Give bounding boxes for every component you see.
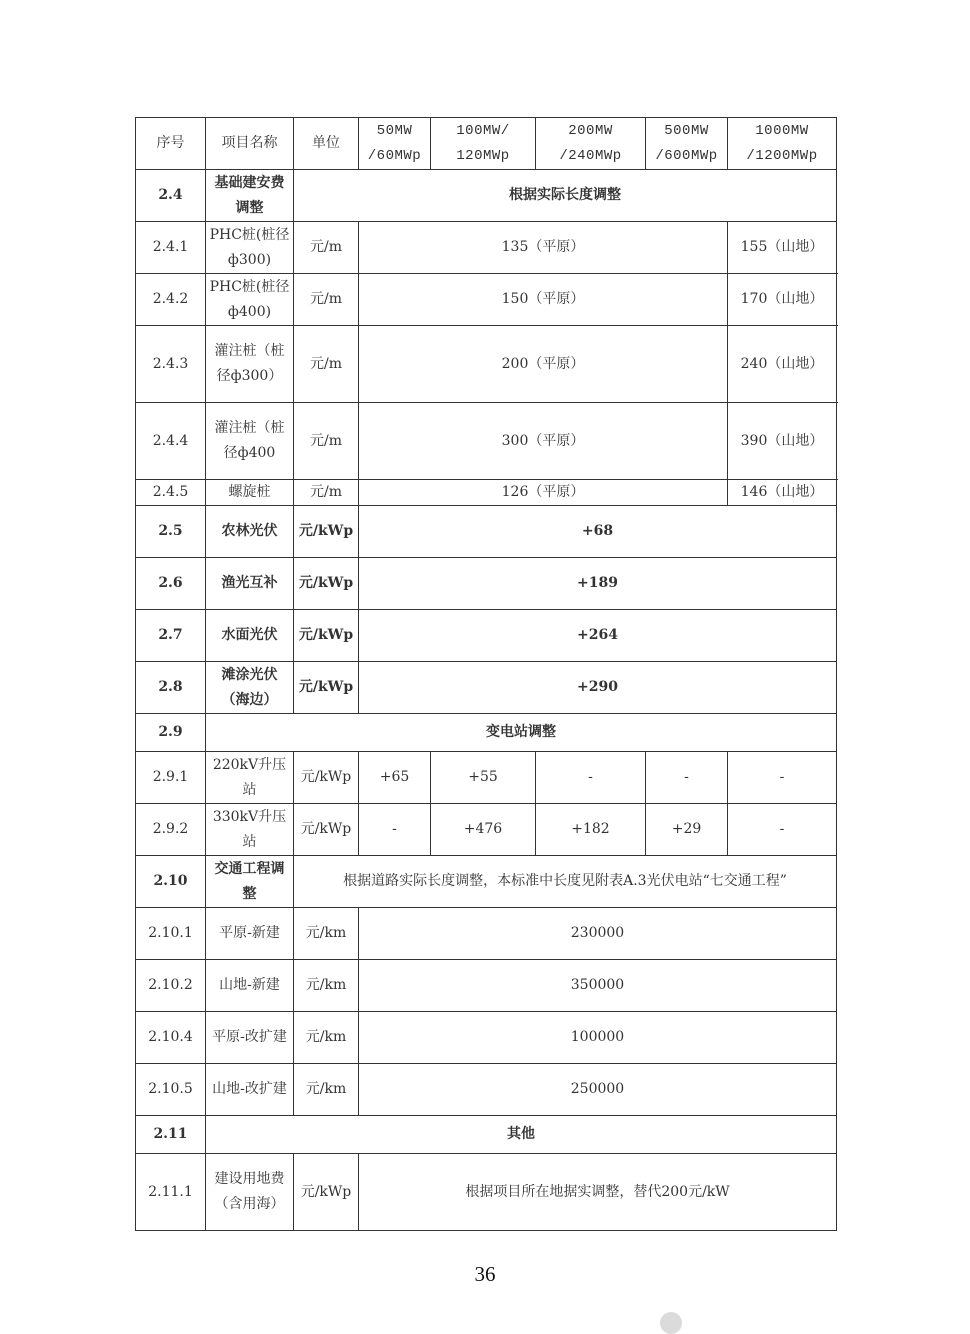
row-name: 螺旋桩	[206, 480, 294, 506]
row-seq: 2.4.3	[136, 326, 206, 403]
row-name: PHC桩(桩径ф300)	[206, 222, 294, 274]
row-seq: 2.4.5	[136, 480, 206, 506]
table-row	[136, 752, 837, 804]
mountain-value: 390（山地）	[728, 403, 837, 480]
row-unit: 元/kWp	[294, 1154, 359, 1231]
header-cap-500mw: 500MW /600MWp	[646, 118, 728, 170]
header-cap-200mw: 200MW /240MWp	[536, 118, 646, 170]
row-value: 250000	[359, 1064, 837, 1116]
table-row	[136, 662, 837, 714]
table-row	[136, 558, 837, 610]
row-unit: 元/kWp	[294, 804, 359, 856]
row-name: 水面光伏	[206, 610, 294, 662]
mountain-value: 155（山地）	[728, 222, 837, 274]
plain-value: 150（平原）	[359, 274, 728, 326]
row-value: 230000	[359, 908, 837, 960]
row-note: 根据实际长度调整	[294, 170, 837, 222]
mountain-value: 240（山地）	[728, 326, 837, 403]
row-unit: 元/km	[294, 960, 359, 1012]
row-name: 灌注桩（桩径ф400	[206, 403, 294, 480]
row-name: 基础建安费调整	[206, 170, 294, 222]
table-row	[136, 1064, 837, 1116]
plain-value: 200（平原）	[359, 326, 728, 403]
header-seq: 序号	[136, 118, 206, 170]
row-seq: 2.9	[136, 714, 206, 752]
row-value: +68	[359, 506, 837, 558]
table-row	[136, 856, 837, 908]
row-name: 山地-改扩建	[206, 1064, 294, 1116]
table-row	[136, 480, 837, 506]
row-name: 农林光伏	[206, 506, 294, 558]
row-value: 根据项目所在地据实调整，替代200元/kW	[359, 1154, 837, 1231]
value-200mw: -	[536, 752, 646, 804]
value-50mw: -	[359, 804, 431, 856]
row-name: 建设用地费（含用海）	[206, 1154, 294, 1231]
row-value: +189	[359, 558, 837, 610]
row-name: 平原-新建	[206, 908, 294, 960]
row-value: +264	[359, 610, 837, 662]
row-name: 山地-新建	[206, 960, 294, 1012]
table-row	[136, 1012, 837, 1064]
row-unit: 元/kWp	[294, 610, 359, 662]
mountain-value: 146（山地）	[728, 480, 837, 506]
table-row	[136, 714, 837, 752]
header-row	[136, 118, 837, 170]
row-name: 变电站调整	[206, 714, 837, 752]
row-unit: 元/km	[294, 908, 359, 960]
row-name: 其他	[206, 1116, 837, 1154]
row-seq: 2.10.2	[136, 960, 206, 1012]
row-seq: 2.10.4	[136, 1012, 206, 1064]
table-row	[136, 222, 837, 274]
row-unit: 元/kWp	[294, 558, 359, 610]
row-seq: 2.4	[136, 170, 206, 222]
value-1000mw: -	[728, 804, 837, 856]
row-seq: 2.4.4	[136, 403, 206, 480]
table-row	[136, 1154, 837, 1231]
watermark	[660, 1312, 970, 1324]
row-name: PHC桩(桩径ф400)	[206, 274, 294, 326]
row-name: 平原-改扩建	[206, 1012, 294, 1064]
row-seq: 2.9.2	[136, 804, 206, 856]
table-row	[136, 1116, 837, 1154]
value-100mw: +55	[431, 752, 536, 804]
row-seq: 2.10.5	[136, 1064, 206, 1116]
table-row	[136, 170, 837, 222]
row-unit: 元/m	[294, 274, 359, 326]
row-seq: 2.9.1	[136, 752, 206, 804]
value-500mw: +29	[646, 804, 728, 856]
row-unit: 元/m	[294, 403, 359, 480]
value-100mw: +476	[431, 804, 536, 856]
row-unit: 元/m	[294, 326, 359, 403]
row-unit: 元/kWp	[294, 752, 359, 804]
row-name: 渔光互补	[206, 558, 294, 610]
cost-adjustment-table	[135, 117, 837, 1231]
table-row	[136, 274, 837, 326]
row-value: +290	[359, 662, 837, 714]
value-200mw: +182	[536, 804, 646, 856]
mountain-value: 170（山地）	[728, 274, 837, 326]
row-seq: 2.5	[136, 506, 206, 558]
watermark-logo-icon	[660, 1312, 682, 1334]
page-number: 36	[474, 1262, 496, 1286]
row-value: 350000	[359, 960, 837, 1012]
header-cap-100mw: 100MW/ 120MWp	[431, 118, 536, 170]
table-row	[136, 403, 837, 480]
value-500mw: -	[646, 752, 728, 804]
row-seq: 2.11	[136, 1116, 206, 1154]
row-seq: 2.11.1	[136, 1154, 206, 1231]
value-50mw: +65	[359, 752, 431, 804]
row-seq: 2.6	[136, 558, 206, 610]
row-name: 交通工程调整	[206, 856, 294, 908]
row-name: 灌注桩（桩径ф300）	[206, 326, 294, 403]
row-unit: 元/kWp	[294, 506, 359, 558]
row-seq: 2.8	[136, 662, 206, 714]
table-row	[136, 960, 837, 1012]
row-seq: 2.4.1	[136, 222, 206, 274]
row-value: 100000	[359, 1012, 837, 1064]
row-seq: 2.10	[136, 856, 206, 908]
header-cap-1000mw: 1000MW /1200MWp	[728, 118, 837, 170]
row-unit: 元/m	[294, 480, 359, 506]
table-row	[136, 908, 837, 960]
table-row	[136, 610, 837, 662]
row-seq: 2.10.1	[136, 908, 206, 960]
row-note: 根据道路实际长度调整，本标准中长度见附表A.3光伏电站“七交通工程”	[294, 856, 837, 908]
row-name: 330kV升压站	[206, 804, 294, 856]
row-name: 220kV升压站	[206, 752, 294, 804]
row-name: 滩涂光伏（海边）	[206, 662, 294, 714]
plain-value: 300（平原）	[359, 403, 728, 480]
header-item: 项目名称	[206, 118, 294, 170]
table-row	[136, 326, 837, 403]
header-unit: 单位	[294, 118, 359, 170]
row-seq: 2.7	[136, 610, 206, 662]
plain-value: 126（平原）	[359, 480, 728, 506]
table-row	[136, 804, 837, 856]
row-unit: 元/km	[294, 1012, 359, 1064]
row-unit: 元/km	[294, 1064, 359, 1116]
value-1000mw: -	[728, 752, 837, 804]
header-cap-50mw: 50MW /60MWp	[359, 118, 431, 170]
row-unit: 元/kWp	[294, 662, 359, 714]
table-row	[136, 506, 837, 558]
row-unit: 元/m	[294, 222, 359, 274]
plain-value: 135（平原）	[359, 222, 728, 274]
row-seq: 2.4.2	[136, 274, 206, 326]
